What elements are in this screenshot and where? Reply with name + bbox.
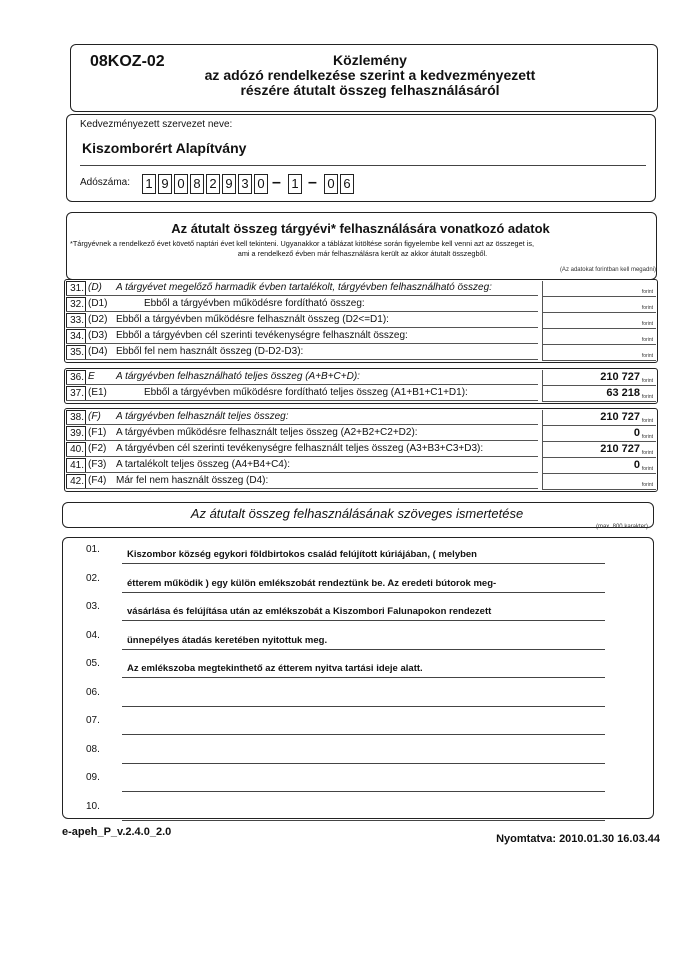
- row-code: (F2): [88, 443, 107, 454]
- tax-digit-box: 1: [142, 174, 156, 194]
- line-number: 01.: [86, 544, 100, 555]
- line-number: 04.: [86, 629, 100, 641]
- tax-digit-box: 9: [158, 174, 172, 194]
- row-number: 32.: [66, 297, 86, 312]
- description-line-underline: [122, 820, 605, 821]
- description-line-underline: [122, 649, 605, 650]
- section-description-title: Az átutalt összeg felhasználásának szöveges ismertetése: [190, 506, 524, 521]
- row-value: 210 727: [600, 371, 640, 383]
- row-unit: forint: [641, 434, 653, 440]
- row-code: (F3): [88, 459, 107, 470]
- description-line-underline: [122, 763, 605, 764]
- row-value: 210 727: [600, 411, 640, 423]
- line-number: 07.: [86, 715, 100, 726]
- unit-note: (Az adatokat forintban kell megadni): [559, 267, 656, 273]
- row-label: A tárgyévben cél szerinti tevékenységre felhasznált teljes összeg (A3+B3+C3+D3):: [116, 443, 484, 454]
- tax-digit-box: 2: [206, 174, 220, 194]
- description-line-text[interactable]: vásárlása és felújítása után az emlékszobát a Kiszombori Falunapokon rendezett: [127, 606, 492, 617]
- row-unit: forint: [641, 378, 653, 384]
- tax-digit-box: 3: [238, 174, 252, 194]
- section-usage-data-title: Az átutalt összeg tárgyévi* felhasználására vonatkozó adatok: [171, 221, 550, 236]
- row-number: 33.: [66, 313, 86, 328]
- row-number: 42.: [66, 474, 86, 489]
- row-number: 34.: [66, 329, 86, 344]
- row-unit: forint: [641, 418, 653, 424]
- row-unit: forint: [641, 289, 653, 295]
- row-unit: forint: [641, 466, 653, 472]
- row-code: (F): [88, 411, 101, 422]
- row-unit: forint: [641, 321, 653, 327]
- print-timestamp: Nyomtatva: 2010.01.30 16.03.44: [496, 833, 660, 845]
- tax-number-separator: –: [272, 174, 281, 191]
- row-unit: forint: [641, 337, 653, 343]
- org-name-label: Kedvezményezett szervezet neve:: [80, 119, 233, 130]
- row-code: (F4): [88, 475, 107, 486]
- row-value: 63 218: [606, 387, 640, 399]
- description-line-underline: [122, 706, 605, 707]
- row-unit: forint: [641, 305, 653, 311]
- description-line-text[interactable]: étterem működik ) egy külön emlékszobát rendeztünk be. Az eredeti bútorok meg-: [127, 577, 497, 589]
- row-code: (D3): [88, 330, 108, 341]
- row-code: (F1): [88, 427, 107, 438]
- row-group-frame: [64, 408, 658, 492]
- title-line-3: részére átutalt összeg felhasználásáról: [240, 82, 500, 98]
- description-line-underline: [122, 592, 605, 593]
- row-unit: forint: [641, 482, 653, 488]
- row-label: Ebből a tárgyévben cél szerinti tevékenységre felhasznált összeg:: [116, 330, 408, 341]
- line-number: 06.: [86, 686, 100, 698]
- description-line-text[interactable]: ünnepélyes átadás keretében nyitottuk meg.: [127, 634, 328, 646]
- row-label: A tárgyévben felhasználható teljes összeg (A+B+C+D):: [116, 371, 360, 382]
- description-line-underline: [122, 677, 605, 678]
- max-characters-note: (max. 800 karakter): [595, 524, 648, 530]
- row-number: 31.: [66, 281, 86, 296]
- description-line-text[interactable]: Az emlékszoba megtekinthető az étterem nyitva tartási ideje alatt.: [127, 663, 423, 674]
- tax-digit-box: 8: [190, 174, 204, 194]
- row-label: Ebből a tárgyévben működésre felhasznált összeg (D2<=D1):: [116, 314, 389, 325]
- row-number: 41.: [66, 458, 86, 473]
- org-name-value: Kiszomborért Alapítvány: [82, 140, 247, 156]
- row-label: A tárgyévben működésre felhasznált teljes összeg (A2+B2+C2+D2):: [116, 427, 418, 438]
- row-code: (D): [88, 282, 102, 293]
- row-code: (D2): [88, 314, 108, 325]
- line-number: 02.: [86, 572, 100, 584]
- description-line-underline: [122, 791, 605, 792]
- title-line-2: az adózó rendelkezése szerint a kedvezményezett: [204, 67, 536, 83]
- line-number: 03.: [86, 601, 100, 612]
- footnote-line-1: *Tárgyévnek a rendelkező évet követő naptári évet kell tekinteni. Ugyanakkor a táblázat kitöltése során figyelembe kell venni azt az összeget is,: [70, 239, 535, 248]
- row-unit: forint: [641, 394, 653, 400]
- row-code: (D1): [88, 298, 108, 309]
- form-title: [160, 53, 580, 98]
- row-code: (D4): [88, 346, 108, 357]
- tax-number-separator: –: [308, 174, 317, 191]
- tax-number-label: Adószáma:: [80, 177, 131, 188]
- row-group-frame: [64, 368, 658, 404]
- row-number: 35.: [66, 345, 86, 360]
- row-unit: forint: [641, 450, 653, 456]
- row-label: A tartalékolt teljes összeg (A4+B4+C4):: [116, 459, 290, 470]
- tax-digit-box: 9: [222, 174, 236, 194]
- row-unit: forint: [641, 353, 653, 359]
- org-name-underline: [80, 165, 646, 166]
- description-line-underline: [122, 734, 605, 735]
- row-label: A tárgyévet megelőző harmadik évben tartalékolt, tárgyévben felhasználható összeg:: [116, 282, 492, 293]
- row-code: E: [88, 371, 95, 382]
- title-line-1: Közlemény: [333, 52, 407, 68]
- row-label: Ebből a tárgyévben működésre fordítható összeg:: [144, 298, 365, 309]
- description-line-text[interactable]: Kiszombor község egykori földbirtokos család felújított kúriájában, ( melyben: [127, 549, 477, 560]
- row-number: 38.: [66, 410, 86, 425]
- tax-digit-box: 0: [324, 174, 338, 194]
- form-version: e-apeh_P_v.2.4.0_2.0: [62, 826, 172, 838]
- line-number: 05.: [86, 658, 100, 669]
- tax-digit-box: 1: [288, 174, 302, 194]
- row-label: A tárgyévben felhasznált teljes összeg:: [116, 411, 289, 422]
- row-value: 0: [633, 427, 640, 439]
- row-group-frame: [64, 279, 658, 363]
- line-number: 09.: [86, 772, 100, 783]
- row-label: Ebből a tárgyévben működésre fordítható teljes összeg (A1+B1+C1+D1):: [144, 387, 468, 398]
- row-value: 0: [633, 459, 640, 471]
- row-number: 40.: [66, 442, 86, 457]
- row-label: Már fel nem használt összeg (D4):: [116, 475, 269, 486]
- description-line-underline: [122, 563, 605, 564]
- description-line-underline: [122, 620, 605, 621]
- tax-digit-box: 0: [174, 174, 188, 194]
- line-number: 10.: [86, 800, 100, 812]
- row-code: (E1): [88, 387, 107, 398]
- row-label: Ebből fel nem használt összeg (D-D2-D3):: [116, 346, 304, 357]
- footnote-line-2: ami a rendelkező évben már felhasználásra került az akkor átutalt összegből.: [237, 249, 488, 258]
- tax-digit-box: 6: [340, 174, 354, 194]
- row-number: 39.: [66, 426, 86, 441]
- form-code: 08KOZ-02: [90, 53, 165, 70]
- row-value: 210 727: [600, 443, 640, 455]
- tax-digit-box: 0: [254, 174, 268, 194]
- row-number: 36.: [66, 370, 86, 385]
- row-number: 37.: [66, 386, 86, 401]
- line-number: 08.: [86, 743, 100, 755]
